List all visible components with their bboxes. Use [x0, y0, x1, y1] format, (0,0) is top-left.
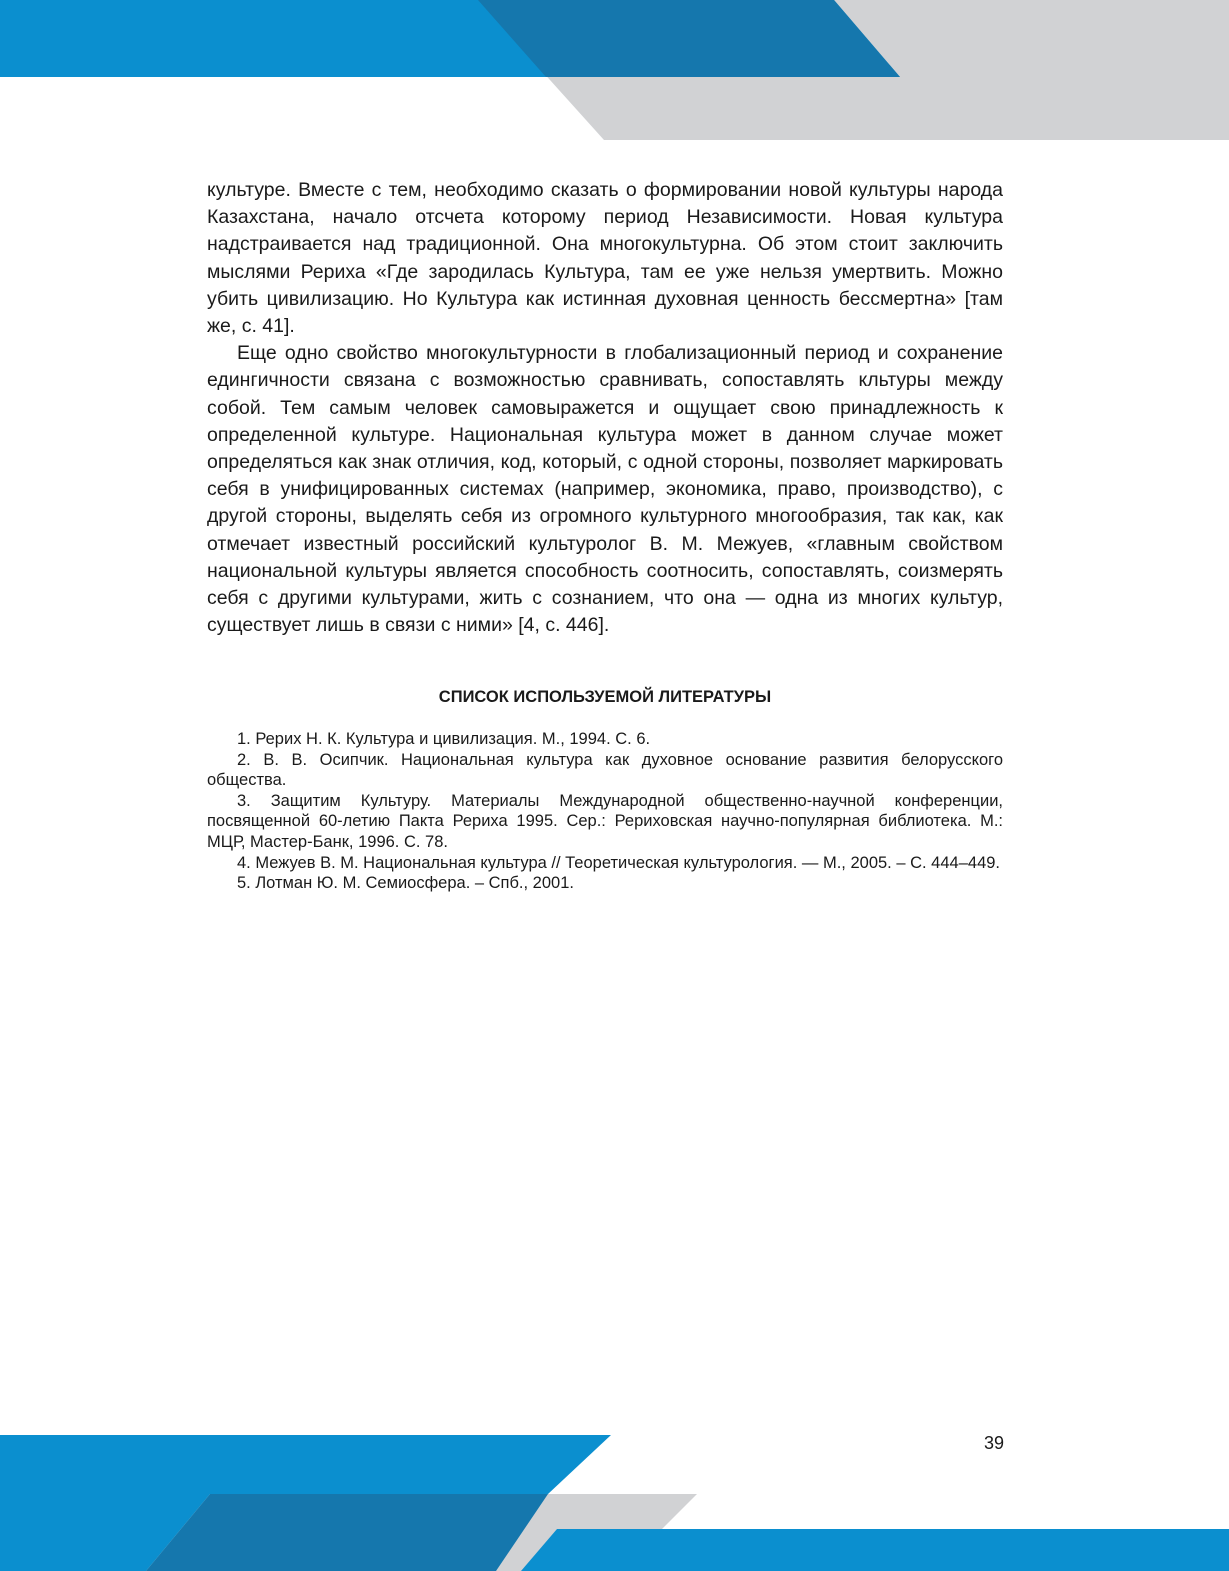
body-text — [207, 177, 1003, 639]
reference-item: 2. В. В. Осипчик. Национальная культура как духовное основание развития белорусского общества. — [207, 750, 1003, 790]
references-title: СПИСОК ИСПОЛЬЗУЕМОЙ ЛИТЕРАТУРЫ — [438, 688, 772, 706]
body-paragraph: культуре. Вместе с тем, необходимо сказать о формировании новой культуры народа Казахстана, начало отсчета которому период Независимости. Новая культура надстраивается над традиционной. Она многокультурна. Об этом стоит заключить мыслями Рериха «Где зародилась Культура, там ее уже нельзя умертвить. Можно убить цивилизацию. Но Культура как истинная духовная ценность бессмертна» [там же, с. 41]. — [207, 179, 1003, 338]
footer-dark-blue-band — [146, 1494, 548, 1571]
header-dark-blue-band — [478, 0, 900, 77]
footer-blue-band — [0, 1435, 611, 1494]
reference-item: 5. Лотман Ю. М. Семиосфера. – Спб., 2001. — [237, 874, 574, 893]
footer-right-blue-band — [521, 1529, 1229, 1571]
body-paragraph: Еще одно свойство многокультурности в глобализационный период и сохранение едингичности связана с возможностью сравнивать, сопоставлять кльтуры между собой. Тем самым человек самовыражется и ощущает свою принадлежность к определенной культуре. Национальная культура может в данном случае может определяться как знак отличия, код, который, с одной стороны, позволяет маркировать себя в унифицированных системах (например, экономика, право, производство), с другой стороны, выделять себя из огромного культурного многообразия, так как, как отмечает известный российский культуролог В. М. Межуев, «главным свойством национальной культуры является способность соотносить, сопоставлять, соизмерять себя с другими культурами, жить с сознанием, что она — одна из многих культур, существует лишь в связи с ними» [4, с. 446]. — [207, 342, 1003, 637]
reference-item: 4. Межуев В. М. Национальная культура // Теоретическая культурология. — М., 2005. – С. 444–449. — [237, 853, 1001, 872]
references-list — [207, 729, 1003, 894]
header-band — [0, 0, 1229, 140]
page-number: 39 — [983, 1433, 1004, 1453]
footer-band — [0, 1435, 1229, 1571]
reference-item: 1. Рерих Н. К. Культура и цивилизация. М., 1994. С. 6. — [237, 730, 651, 748]
reference-item: 3. Защитим Культуру. Материалы Международной общественно-научной конференции, посвященной 60-летию Пакта Рериха 1995. Сер.: Рериховская научно-популярная библиотека. М.: МЦР, Мастер-Банк, 1996. С. 78. — [207, 791, 1003, 851]
